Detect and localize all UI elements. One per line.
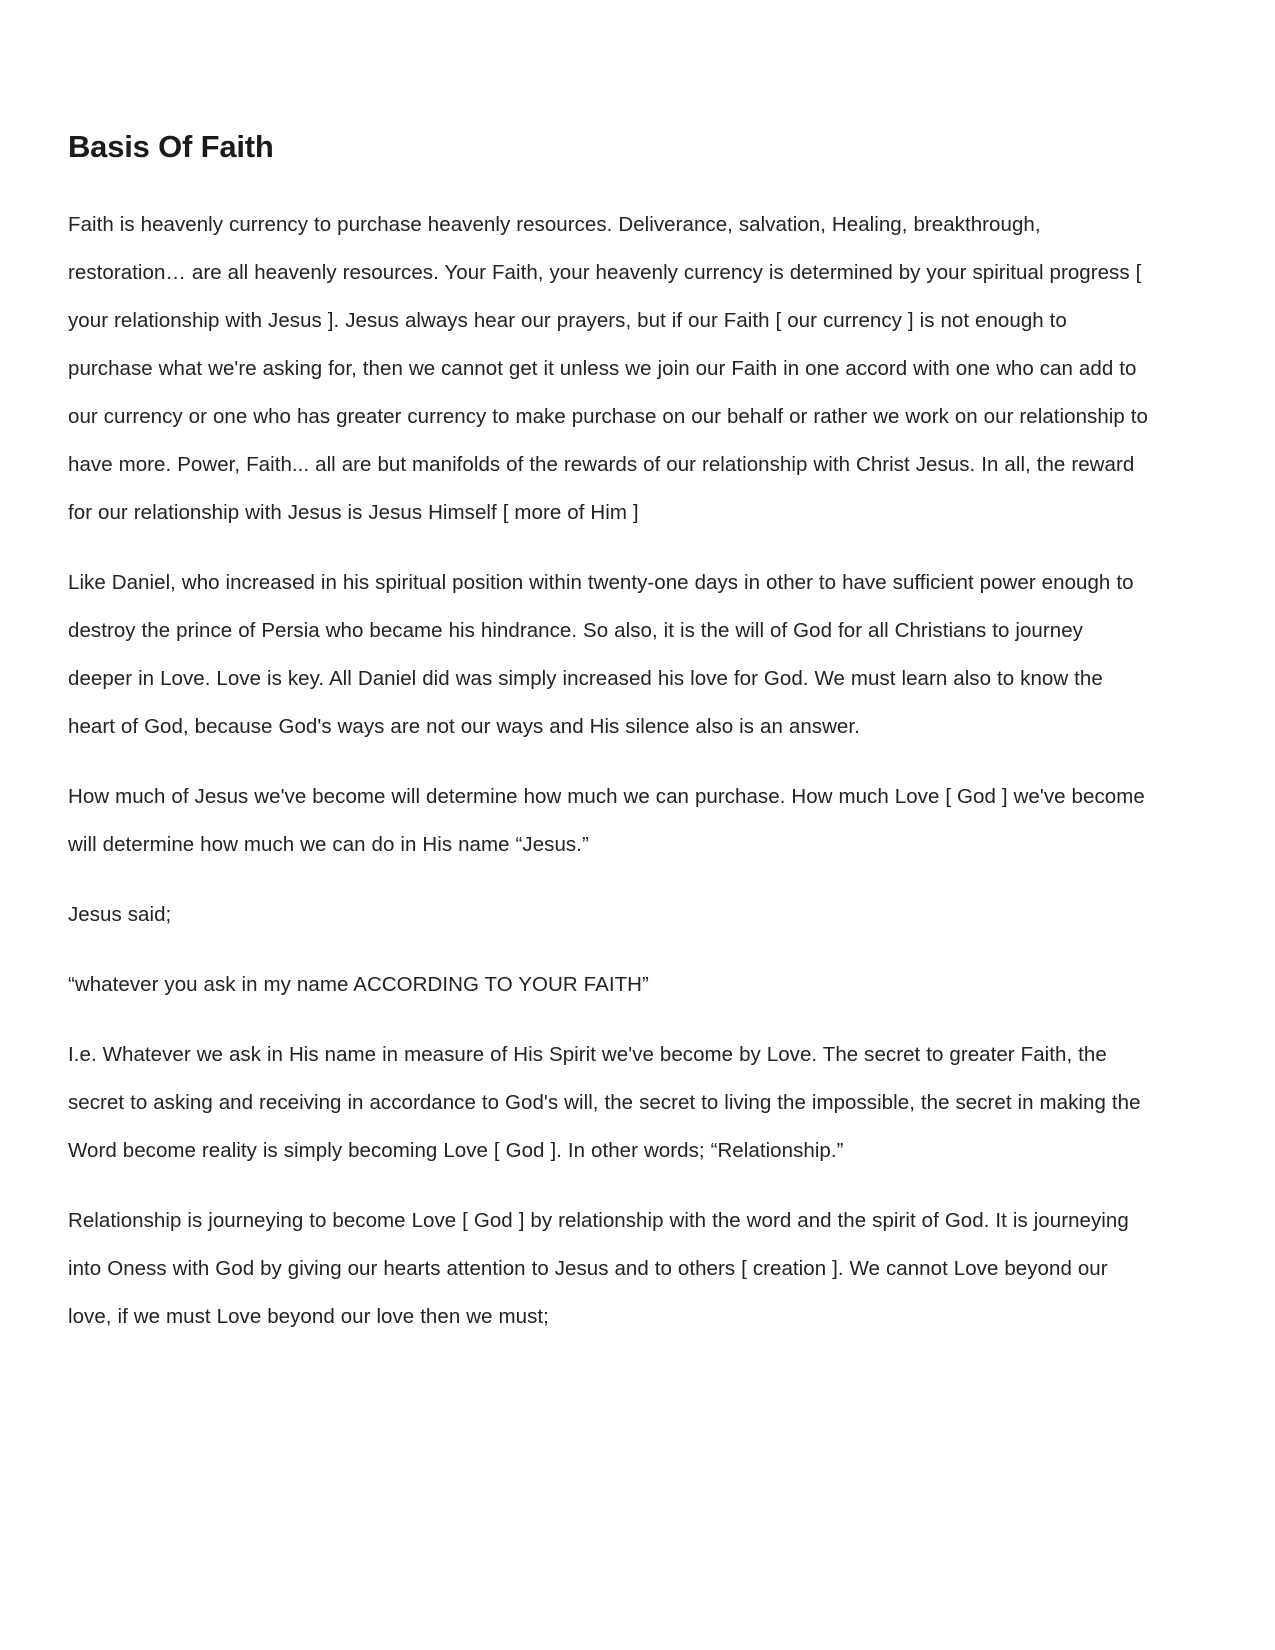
paragraph: Jesus said; [68, 902, 172, 926]
paragraph: “whatever you ask in my name ACCORDING TO YOUR FAITH” [68, 972, 649, 996]
paragraph: I.e. Whatever we ask in His name in measure of His Spirit we've become by Love. The secret to greater Faith, the secret to asking and receiving in accordance to God's will, the secret to living the impossible, the secret in making the Word become reality is simply becoming Love [ God ]. In other words; “Relationship.” [68, 1042, 1141, 1162]
document-body [68, 201, 1151, 1341]
paragraph: Relationship is journeying to become Love [ God ] by relationship with the word and the spirit of God. It is journeying into Oness with God by giving our hearts attention to Jesus and to others [ creation ]. We cannot Love beyond our love, if we must Love beyond our love then we must; [68, 1208, 1129, 1328]
paragraph: Faith is heavenly currency to purchase heavenly resources. Deliverance, salvation, Healing, breakthrough, restoration… are all heavenly resources. Your Faith, your heavenly currency is determined by your spiritual progress [ your relationship with Jesus ]. Jesus always hear our prayers, but if our Faith [ our currency ] is not enough to purchase what we're asking for, then we cannot get it unless we join our Faith in one accord with one who can add to our currency or one who has greater currency to make purchase on our behalf or rather we work on our relationship to have more. Power, Faith... all are but manifolds of the rewards of our relationship with Christ Jesus. In all, the reward for our relationship with Jesus is Jesus Himself [ more of Him ] [68, 212, 1148, 524]
paragraph: Like Daniel, who increased in his spiritual position within twenty-one days in other to have sufficient power enough to destroy the prince of Persia who became his hindrance. So also, it is the will of God for all Christians to journey deeper in Love. Love is key. All Daniel did was simply increased his love for God. We must learn also to know the heart of God, because God's ways are not our ways and His silence also is an answer. [68, 570, 1134, 738]
page-title: Basis Of Faith [68, 129, 274, 164]
paragraph: How much of Jesus we've become will determine how much we can purchase. How much Love [ God ] we've become will determine how much we can do in His name “Jesus.” [68, 784, 1145, 856]
